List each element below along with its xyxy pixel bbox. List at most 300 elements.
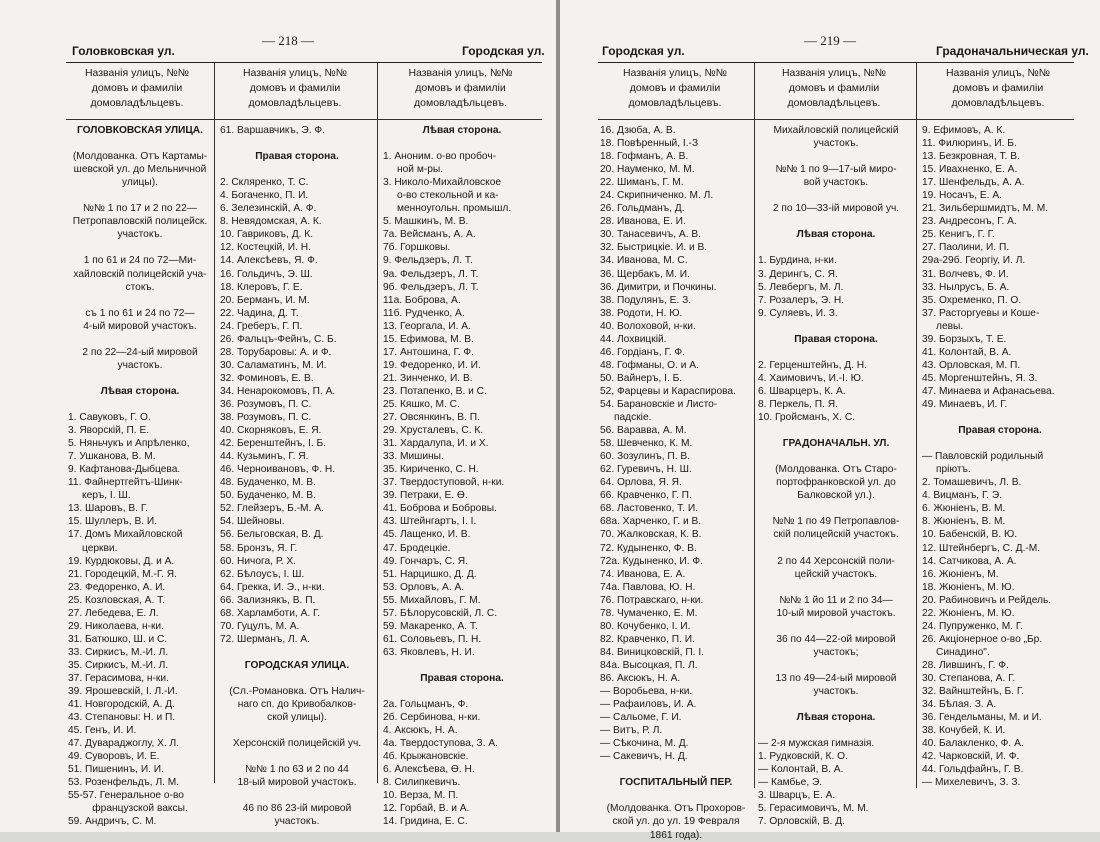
running-header-left: Головковская ул. (72, 44, 175, 58)
entry-line: 15. Ивахненко, Е. А. (922, 164, 1018, 176)
entry-line: 72. Шерманъ, Л. А. (220, 633, 310, 645)
entry-line: 39. Борзыхъ, Т. Е. (922, 333, 1007, 345)
entry-line: 43. Штейнгартъ, І. І. (383, 516, 477, 528)
entry-line: 68а. Харченко, Г. и В. (600, 516, 702, 528)
entry-line: 30. Степанова, А. Г. (922, 672, 1016, 684)
entry-line: 1. Бурдина, н-ки. (758, 255, 837, 267)
entry-line: 58. Шевченко, К. М. (600, 438, 693, 450)
spacer (220, 724, 374, 737)
entry-line: 51. Нарцишко, Д. Д. (383, 568, 477, 580)
entry-line: менноугольн. промышл. (397, 203, 512, 215)
entry-line: 68. Харламботи, А. Г. (220, 607, 321, 619)
entry-line: 4а. Твердоступова, З. А. (383, 738, 498, 750)
entry-line: 21. Зинченко, И. В. (383, 372, 473, 384)
spacer (68, 189, 212, 202)
entry-line: 2 по 22—24-ый мировой (82, 346, 198, 358)
entry-line: 39. Петраки, Е. Ѳ. (383, 490, 468, 502)
text-column (68, 124, 212, 829)
entry-line: №№ 1 йо 11 и 2 по 34— (779, 594, 893, 606)
entry-line: 9. Ефимовъ, А. К. (922, 125, 1006, 136)
entry-line: ской улицы). (267, 712, 327, 724)
entry-line: 7б. Горшковы. (383, 242, 451, 254)
column-header-line: домовъ и фамиліи (249, 82, 341, 94)
entry-line: №№ 1 по 17 и 2 по 22— (83, 203, 197, 215)
entry-line: 5. Герасимовичъ, М. М. (758, 803, 869, 815)
entry-line: 34. Ненарокомовъ, П. А. (220, 385, 336, 397)
entry-line: 35. Охременко, П. О. (922, 294, 1022, 306)
entry-line: 9. Суляевъ, И. З. (758, 307, 838, 319)
entry-line: 55. Михайловъ, Г. М. (383, 594, 481, 606)
entry-line: 53. Розенфельдъ, Л. М. (68, 777, 180, 789)
entry-line: 48. Гофманы, О. и А. (600, 359, 699, 371)
entry-line: 22. Жюніенъ, М. Ю. (922, 607, 1015, 619)
spacer (758, 346, 914, 359)
entry-line: 24. Скрипниченко. М. Л. (600, 190, 714, 202)
column-header-line: домовладѣльцевъ. (628, 97, 722, 109)
entry-line: 1. Аноним. о-во пробоч- (383, 151, 497, 163)
entry-line: 6. Зелезинскій, А. Ф. (220, 203, 317, 215)
entry-line: 32. Быстрицкіе. И. и В. (600, 242, 708, 254)
entry-line: 27. Паолини, И. П. (922, 242, 1010, 254)
entry-line: 38. Подулянъ, Е. З. (600, 294, 692, 306)
text-column (758, 124, 914, 829)
entry-line: 45. Генъ, И. И. (68, 725, 137, 737)
column-header-line: Названія улицъ, №№ (622, 67, 728, 79)
entry-line: 26. Гольдманъ, Д. (600, 203, 685, 215)
spacer (220, 137, 374, 150)
entry-line: №№ 1 по 9—17-ый миро- (775, 164, 897, 176)
entry-line: 10. Бабенскій, В. Ю. (922, 529, 1018, 541)
column-header-line: Названія улицъ, №№ (945, 67, 1051, 79)
entry-line: 13. Безкровная, Т. В. (922, 151, 1020, 163)
entry-line: 84. Виницковскій, П. І. (600, 646, 704, 658)
right-page (560, 0, 1100, 841)
entry-line: 18. Клеровъ, Г. Е. (220, 281, 303, 293)
entry-line: 26. Акціонерное о-во „Бр. (922, 633, 1043, 645)
entry-line: 8. Жюніенъ, В. М. (922, 516, 1006, 528)
section-heading: ГРАДОНАЧАЛЬН. УЛ. (782, 438, 890, 450)
entry-line: 49. Минаевъ, И. Г. (922, 398, 1008, 410)
entry-line: 32. Вайнштейнъ, Б. Г. (922, 686, 1024, 698)
entry-line: 24. Греберъ, Г. П. (220, 320, 303, 332)
entry-line: 53. Орловъ, А. А. (383, 581, 465, 593)
entry-line: 13. Георгала, И. А. (383, 320, 471, 332)
entry-line: 6. Алексѣева, Ѳ. Н. (383, 764, 475, 776)
entry-line: Михайловскій полицейскій (773, 125, 899, 136)
entry-line: 29. Хрусталевъ, С. К. (383, 425, 484, 437)
column-header (600, 66, 750, 118)
entry-line: 6. Шварцеръ, К. А. (758, 385, 846, 397)
entry-line: 46 по 86 23-ій мировой (242, 803, 352, 815)
entry-line: 39. Ярошевскій, І. Л.-И. (68, 686, 178, 698)
entry-line: 32. Фоминовъ, Е. В. (220, 372, 314, 384)
entry-line: 66. Зализнякъ, В. П. (220, 594, 316, 606)
entry-line: 44. Кузьминъ, Г. Я. (220, 451, 309, 463)
column-divider (916, 63, 917, 788)
entry-line: 3. Яворскій, П. Е. (68, 425, 150, 437)
entry-line: 2. Томашевичъ, Л. В. (922, 477, 1022, 489)
entry-line: вой участокъ. (803, 177, 869, 189)
entry-line: Херсонскій полицейскій уч. (232, 738, 362, 750)
entry-line: участокъ. (274, 816, 320, 828)
entry-line: 13 по 49—24-ый мировой (775, 672, 897, 684)
entry-line: 24. Пупруженко, М. Г. (922, 620, 1023, 632)
section-heading: Лѣвая сторона. (422, 125, 502, 136)
spacer (220, 789, 374, 802)
entry-line: 19. Носачъ, Е. А. (922, 190, 1002, 202)
spacer (220, 672, 374, 685)
entry-line: 44. Лохвицкій. (600, 333, 667, 345)
header-divider (598, 119, 1074, 120)
section-heading: Правая сторона. (420, 672, 504, 684)
entry-line: 62. Бѣлоусъ, І. Ш. (220, 568, 305, 580)
entry-line: 37. Твердоступовой, н-ки. (383, 477, 505, 489)
entry-line: 56. Бельговская, В. Д. (220, 529, 324, 541)
section-heading: Правая сторона. (255, 151, 339, 163)
entry-line: 46. Черноивановъ, Ф. Н. (220, 464, 336, 476)
entry-line: 70. Жалковская, К. В. (600, 529, 702, 541)
entry-line: 35. Кириченко, С. Н. (383, 464, 479, 476)
entry-line: 60. Зозулинъ, П. В. (600, 451, 691, 463)
entry-line: Балковской ул.). (797, 490, 875, 502)
spacer (758, 215, 914, 228)
spacer (758, 502, 914, 515)
entry-line: 49. Суворовъ, И. Е. (68, 751, 160, 763)
entry-line: скій полицейскій участокъ. (773, 529, 899, 541)
spacer (758, 450, 914, 463)
running-header-right: Городская ул. (462, 44, 545, 58)
entry-line: 3. Николо-Михайловское (383, 177, 502, 189)
entry-line: 11. Файнертгейтъ-Шинк- (68, 477, 183, 489)
column-header (922, 66, 1074, 118)
entry-line: 5. Левбергъ, М. Л. (758, 281, 844, 293)
entry-line: 25. Кяшко, М. С. (383, 398, 460, 410)
entry-line: — Колонтай, В. А. (758, 764, 844, 776)
entry-line: 10. Гройсманъ, Х. С. (758, 412, 856, 424)
entry-line: 9б. Фельдзеръ, Л. Т. (383, 281, 479, 293)
entry-line: 31. Волчевъ, Ф. И. (922, 268, 1009, 280)
entry-line: 10. Гавриковъ, Д. К. (220, 229, 314, 241)
entry-line: 58. Бронзъ, Я. Г. (220, 542, 298, 554)
entry-line: 61. Соловьевъ, П. Н. (383, 633, 482, 645)
entry-line: 68. Ластовенко, Т. И. (600, 503, 699, 515)
entry-line: 34. Бѣлая. З. А. (922, 699, 997, 711)
entry-line: съ 1 по 61 и 24 по 72— (85, 307, 195, 319)
entry-line: — Камбье, Э. (758, 777, 823, 789)
entry-line: хайловскій полицейскій уча- (73, 268, 207, 280)
spacer (68, 137, 212, 150)
spacer (758, 724, 914, 737)
spacer (383, 659, 541, 672)
entry-line: 27. Овсянкинъ, В. П. (383, 412, 480, 424)
entry-line: 9. Фельдзеръ, Л. Т. (383, 255, 473, 267)
entry-line: 3. Дерингъ, С. Я. (758, 268, 838, 280)
entry-line: участокъ. (117, 359, 163, 371)
column-header-line: домовладѣльцевъ. (951, 97, 1045, 109)
entry-line: 25. Козловская, А. Т. (68, 594, 166, 606)
entry-line: 2. Скляренко, Т. С. (220, 177, 309, 189)
entry-line: пріютъ. (936, 464, 971, 476)
entry-line: 21. Городецкій, М.-Г. Я. (68, 568, 177, 580)
entry-line: 16. Жюніенъ, М. (922, 568, 999, 580)
entry-line: 15. Шуллеръ, В. И. (68, 516, 158, 528)
entry-line: 30. Танасевичъ, А. В. (600, 229, 701, 241)
spacer (68, 294, 212, 307)
column-divider (214, 63, 215, 783)
entry-line: 18. Жюніенъ, М. Ю. (922, 581, 1015, 593)
column-header-line: Названія улицъ, №№ (408, 67, 513, 79)
entry-line: 33. Мишины. (383, 451, 444, 463)
column-header-line: домовъ и фамиліи (788, 82, 880, 94)
entry-line: 54. Барановскіе и Листо- (600, 398, 718, 410)
entry-line: 52. Глейзеръ, Б.-М. А. (220, 503, 324, 515)
entry-line: 28. Иванова, Е. И. (600, 216, 686, 228)
entry-line: 17. Антошина, Г. Ф. (383, 346, 474, 358)
entry-line: 36. Розумовъ, П. С. (220, 398, 312, 410)
spacer (922, 411, 1078, 424)
entry-line: 82. Кравченко, П. И. (600, 633, 695, 645)
entry-line: 1 по 61 и 24 по 72—Ми- (83, 255, 197, 267)
entry-line: 56. Варавва, А. М. (600, 425, 687, 437)
spacer (758, 320, 914, 333)
entry-line: 3. Шварцъ, Е. А. (758, 790, 836, 802)
entry-line: 6. Жюніенъ, В. М. (922, 503, 1006, 515)
entry-line: 47. Бродецкіе. (383, 542, 451, 554)
entry-line: 12. Костецкій, И. Н. (220, 242, 311, 254)
entry-line: 20. Науменко, М. М. (600, 164, 695, 176)
column-divider (377, 63, 378, 783)
section-heading: Лѣвая сторона. (796, 229, 876, 241)
entry-line: — Воробьева, н-ки. (600, 686, 693, 698)
spacer (220, 750, 374, 763)
entry-line: 2б. Сербинова, н-ки. (383, 712, 481, 724)
entry-line: — Сакевичъ, Н. Д. (600, 751, 688, 763)
spacer (758, 698, 914, 711)
entry-line: 74а. Павлова, Ю. Н. (600, 581, 696, 593)
entry-line: 7. Ушканова, В. М. (68, 451, 156, 463)
entry-line: 10. Верза, М. П. (383, 790, 459, 802)
entry-line: 45. Лащенко, И. В. (383, 529, 471, 541)
entry-line: левы. (936, 320, 964, 332)
entry-line: 29. Николаева, н-ки. (68, 620, 164, 632)
entry-line: 18-ый мировой участокъ. (237, 777, 357, 789)
entry-line: 18. Повѣренный, І.-З (600, 138, 699, 150)
entry-line: 34. Иванова, М. С. (600, 255, 688, 267)
entry-line: 4. Вицманъ, Г. Э. (922, 490, 1003, 502)
entry-line: 59. Макаренко, А. Т. (383, 620, 478, 632)
entry-line: 57. Бѣлорусовскій, Л. С. (383, 607, 498, 619)
entry-line: 40. Балакленко, Ф. А. (922, 738, 1024, 750)
text-column (922, 124, 1078, 789)
entry-line: 78. Чумаченко, Е. М. (600, 607, 698, 619)
entry-line: 61. Варшавчикъ, Э. Ф. (220, 125, 325, 136)
entry-line: 41. Боброва и Бобровы. (383, 503, 497, 515)
entry-line: шевской ул. до Мельничной (73, 164, 207, 176)
page-number: — 218 — (262, 33, 314, 48)
entry-line: 55-57. Генеральное о-во (68, 790, 184, 802)
entry-line: 4-ый мировой участокъ. (83, 320, 197, 332)
entry-line: участокъ; (813, 646, 859, 658)
entry-line: 9. Кафтанова-Дыбцева. (68, 464, 181, 476)
column-header (220, 66, 370, 118)
entry-line: 23. Андресонъ, Г. А. (922, 216, 1017, 228)
header-rule (598, 62, 1074, 63)
entry-line: Синадино". (936, 646, 990, 658)
entry-line: 43. Степановы: Н. и П. (68, 712, 176, 724)
entry-line: 66. Кравченко, Г. П. (600, 490, 692, 502)
entry-line: — 2-я мужская гимназія. (758, 738, 875, 750)
entry-line: 72. Кудыненко, Ф. В. (600, 542, 697, 554)
entry-line: 5. Машкинъ, М. В. (383, 216, 469, 228)
entry-line: №№ 1 по 49 Петропавлов- (772, 516, 900, 528)
entry-line: 12. Штейнбергъ, С. Д.-М. (922, 542, 1041, 554)
entry-line: 45. Моргенштейнъ, Я. З. (922, 372, 1038, 384)
entry-line: 8. Невядомская, А. К. (220, 216, 322, 228)
entry-line: 74. Иванова, Е. А. (600, 568, 686, 580)
entry-line: 48. Будаченко, М. В. (220, 477, 316, 489)
entry-line: 1. Савуковъ, Г. О. (68, 412, 151, 424)
page-number: — 219 — (804, 33, 856, 48)
spacer (758, 241, 914, 254)
entry-line: 59. Андричъ, С. М. (68, 816, 157, 828)
header-rule (66, 62, 542, 63)
entry-line: стокъ. (125, 281, 155, 293)
entry-line: 16. Дзюба, А. В. (600, 125, 676, 136)
entry-line: 33. Нылрусъ, Б. А. (922, 281, 1010, 293)
entry-line: 40. Волоховой, н-ки. (600, 320, 696, 332)
entry-line: 14. Сатчикова, А. А. (922, 555, 1017, 567)
entry-line: 19. Курдюковы, Д. и А. (68, 555, 175, 567)
column-header (383, 66, 538, 118)
running-header-left: Городская ул. (602, 44, 685, 58)
entry-line: улицы). (122, 177, 158, 189)
entry-line: 36. Гендельманы, М. и И. (922, 712, 1042, 724)
spacer (600, 763, 752, 776)
entry-line: 64. Орлова, Я. Я. (600, 477, 682, 489)
entry-line: — Павловскій родильный (922, 451, 1044, 463)
column-header-line: Названія улицъ, №№ (84, 67, 190, 79)
spacer (758, 150, 914, 163)
entry-line: 52, Фарцевы и Караспирова. (600, 385, 736, 397)
entry-line: 11б. Рудченко, А. (383, 307, 465, 319)
entry-line: 31. Хардалупа, И. и Х. (383, 438, 489, 450)
entry-line: 35. Сиркисъ, М.-И. Л. (68, 659, 169, 671)
entry-line: 5. Няньчукъ и Апрѣленко, (68, 438, 190, 450)
spacer (68, 241, 212, 254)
entry-line: — Михелевичъ, З. З. (922, 777, 1021, 789)
spacer (922, 437, 1078, 450)
text-column (220, 124, 374, 829)
spacer (68, 333, 212, 346)
entry-line: 20. Берманъ, И. М. (220, 294, 310, 306)
section-heading: Правая сторона. (794, 333, 878, 345)
entry-line: 28. Торубаровы: А. и Ф. (220, 346, 332, 358)
entry-line: 33. Сиркисъ, М.-И. Л. (68, 646, 169, 658)
text-column (383, 124, 541, 829)
entry-line: 8. Перкель, П. Я. (758, 398, 838, 410)
entry-line: 38. Кочубей, К. И. (922, 725, 1006, 737)
spacer (68, 372, 212, 385)
entry-line: — Сальоме, Г. И. (600, 712, 682, 724)
entry-line: — Рафаиловъ, И. А. (600, 699, 697, 711)
column-header-line: Названія улицъ, №№ (781, 67, 887, 79)
column-header-line: домовъ и фамиліи (629, 82, 721, 94)
entry-line: 50. Вайнеръ, І. Б. (600, 372, 683, 384)
spacer (758, 659, 914, 672)
entry-line: 15. Ефимова, М. В. (383, 333, 474, 345)
entry-line: 4. Аксюкъ, Н. А. (383, 725, 458, 737)
column-header-line: домовъ и фамиліи (952, 82, 1044, 94)
entry-line: 2 по 44 Херсонскій поли- (777, 555, 895, 567)
spacer (383, 685, 541, 698)
entry-line: 18. Гофманъ, А. В. (600, 151, 689, 163)
entry-line: №№ 1 по 63 и 2 по 44 (245, 764, 349, 776)
entry-line: 27. Лебедева, Е. Л. (68, 607, 159, 619)
entry-line: 11. Филюринъ, И. Б. (922, 138, 1017, 150)
entry-line: 12. Горбай, В. и А. (383, 803, 470, 815)
entry-line: портофранковской ул. до (776, 477, 896, 489)
entry-line: 9а. Фельдзеръ, Л. Т. (383, 268, 479, 280)
entry-line: 11а. Боброва, А. (383, 294, 461, 306)
entry-line: — Сѣкочина, М. Д. (600, 738, 689, 750)
entry-line: 14. Гридина, Е. С. (383, 816, 468, 828)
spacer (758, 581, 914, 594)
column-header (758, 66, 910, 118)
column-header-line: домовъ и фамиліи (91, 82, 183, 94)
column-header-line: домовладѣльцевъ. (90, 97, 184, 109)
entry-line: 43. Орловская, М. П. (922, 359, 1021, 371)
entry-line: 4б. Крыжановскіе. (383, 751, 469, 763)
entry-line: 41. Новгородскій, А. Д. (68, 699, 175, 711)
text-column (600, 124, 752, 842)
entry-line: 30. Саламатинъ, М. И. (220, 359, 327, 371)
entry-line: 7. Орловскій, В. Д. (758, 816, 845, 828)
entry-line: ской ул. до ул. 19 Февраля (612, 816, 740, 828)
spacer (758, 424, 914, 437)
entry-line: 7а. Вейсманъ, А. А. (383, 229, 476, 241)
entry-line: 28. Лившинъ, Г. Ф. (922, 659, 1009, 671)
entry-line: 42. Беренштейнъ, І. Б. (220, 438, 327, 450)
entry-line: 2 по 10—33-ій мировой уч. (772, 203, 900, 215)
entry-line: 46. Гордіанъ, Г. Ф. (600, 346, 685, 358)
entry-line: 23. Федоренко, А. И. (68, 581, 166, 593)
entry-line: цейскій участокъ. (794, 568, 878, 580)
entry-line: наго сп. до Кривобалков- (237, 699, 357, 711)
entry-line: 60. Ничога, Р. Х. (220, 555, 296, 567)
entry-line: 8. Силипкевичъ. (383, 777, 461, 789)
entry-line: 17. Шенфельдъ, А. А. (922, 177, 1025, 189)
entry-line: 22. Чадина, Д. Т. (220, 307, 299, 319)
entry-line: 2. Герценштейнъ, Д. Н. (758, 359, 867, 371)
entry-line: 36 по 44—22-ой мировой (776, 633, 896, 645)
column-header-line: домовъ и фамиліи (415, 82, 506, 94)
entry-line: 50. Будаченко, М. В. (220, 490, 316, 502)
entry-line: 21. Зильбершмидтъ, М. М. (922, 203, 1049, 215)
entry-line: (Молдованка. Отъ Картамы- (72, 151, 208, 163)
entry-line: 72а. Кудыненко, И. Ф. (600, 555, 703, 567)
entry-line: церкви. (82, 542, 118, 554)
entry-line: 19. Федоренко, И. И. (383, 359, 481, 371)
entry-line: ной м-ры. (397, 164, 444, 176)
entry-line: 63. Яковлевъ, Н. И. (383, 646, 475, 658)
entry-line: 47. Минаева и Афанасьева. (922, 385, 1055, 397)
column-header (66, 66, 208, 118)
entry-line: 54. Шейновы. (220, 516, 285, 528)
entry-line: 7. Розалеръ, Э. Н. (758, 294, 845, 306)
entry-line: 16. Гольдичъ, Э. Ш. (220, 268, 313, 280)
entry-line: участокъ. (117, 229, 163, 241)
section-heading: Лѣвая сторона. (100, 385, 180, 397)
